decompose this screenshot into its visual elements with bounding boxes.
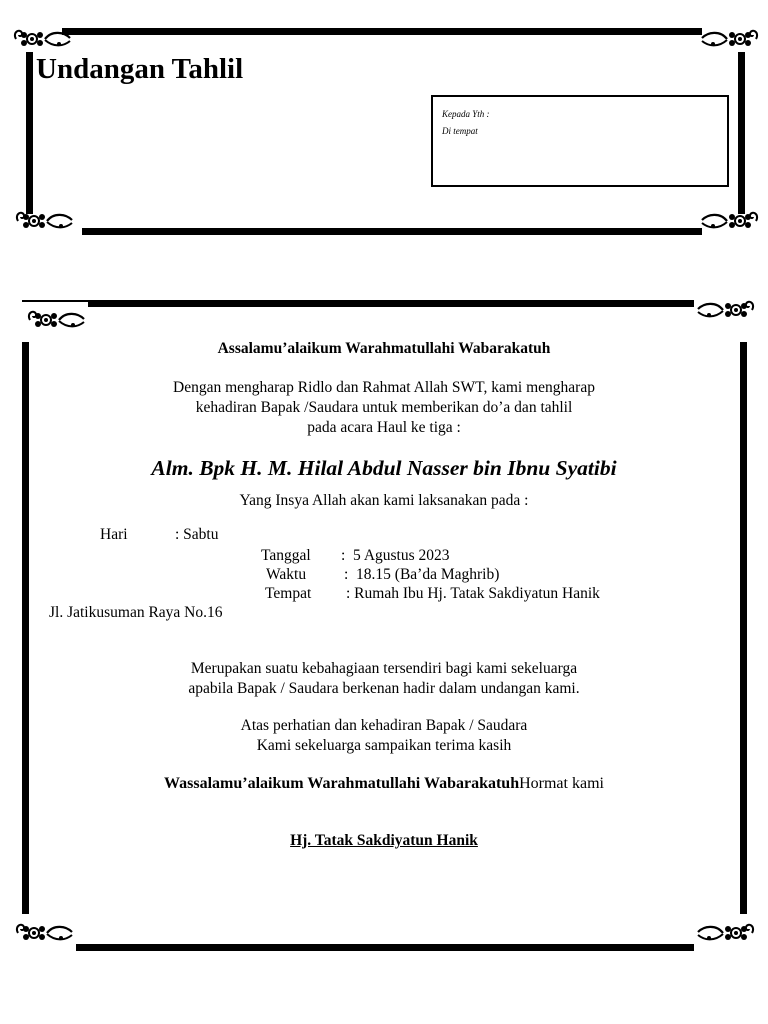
day-label: Hari [100, 526, 128, 543]
date-label: Tanggal [261, 547, 311, 564]
envelope-title: Undangan Tahlil [36, 53, 244, 85]
corner-ornament-icon [698, 206, 760, 236]
corner-ornament-icon [694, 295, 756, 325]
place-value-continued: Jl. Jatikusuman Raya No.16 [49, 604, 223, 621]
corner-ornament-icon [14, 918, 76, 948]
address-label-recipient: Kepada Yth : [442, 109, 490, 119]
corner-ornament-icon [26, 305, 88, 335]
corner-ornament-icon [694, 918, 756, 948]
address-box [431, 95, 729, 187]
day-value: : Sabtu [175, 526, 219, 543]
time-value: : 18.15 (Ba’da Maghrib) [344, 566, 500, 583]
place-label: Tempat [265, 585, 312, 602]
address-label-place: Di tempat [442, 126, 478, 136]
signature-name: Hj. Tatak Sakdiyatun Hanik [290, 832, 478, 849]
envelope-bottom-border [82, 228, 702, 235]
letter-top-thin-line [22, 300, 88, 302]
letter-bottom-border [76, 944, 694, 951]
time-label: Waktu [266, 566, 307, 583]
intro-line-1: Dengan mengharap Ridlo dan Rahmat Allah SWT, kami mengharap [173, 379, 595, 396]
corner-ornament-icon [12, 24, 74, 54]
farewell-line [0, 774, 768, 794]
intro-line-3: pada acara Haul ke tiga : [307, 419, 461, 436]
regards: Hormat kami [519, 775, 604, 792]
closing-line-2: apabila Bapak / Saudara berkenan hadir dalam undangan kami. [188, 680, 580, 697]
intro-line-2: kehadiran Bapak /Saudara untuk memberikan do’a dan tahlil [195, 399, 573, 416]
corner-ornament-icon [698, 24, 760, 54]
place-value: : Rumah Ibu Hj. Tatak Sakdiyatun Hanik [346, 585, 600, 602]
closing-line-1: Merupakan suatu kebahagiaan tersendiri bagi kami sekeluarga [190, 660, 578, 677]
letter-top-border [88, 300, 694, 307]
schedule-intro: Yang Insya Allah akan kami laksanakan pada : [239, 492, 529, 509]
greeting: Assalamu’alaikum Warahmatullahi Wabarakatuh [217, 340, 551, 357]
envelope-right-border [738, 52, 745, 214]
corner-ornament-icon [14, 206, 76, 236]
thanks-line-2: Kami sekeluarga sampaikan terima kasih [256, 737, 512, 754]
envelope-top-border [62, 28, 702, 35]
farewell: Wassalamu’alaikum Warahmatullahi Wabarakatuh [164, 775, 520, 792]
deceased-name: Alm. Bpk H. M. Hilal Abdul Nasser bin Ibnu Syatibi [151, 456, 617, 480]
envelope-left-border [26, 52, 33, 214]
thanks-line-1: Atas perhatian dan kehadiran Bapak / Saudara [240, 717, 528, 734]
date-value: : 5 Agustus 2023 [341, 547, 450, 564]
